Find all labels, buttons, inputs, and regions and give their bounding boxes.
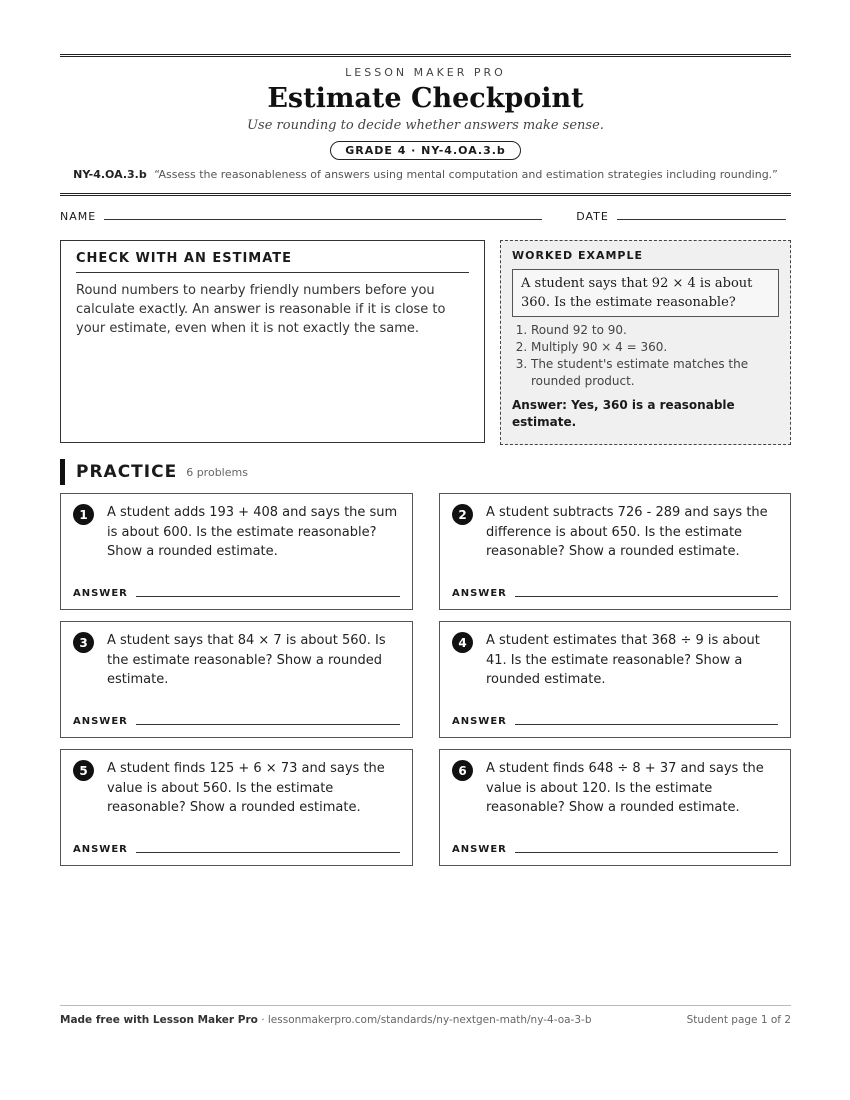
answer-row <box>73 844 400 855</box>
answer-label: ANSWER <box>452 844 507 855</box>
top-rule <box>60 54 791 57</box>
concept-heading: CHECK WITH AN ESTIMATE <box>76 251 469 273</box>
answer-label: ANSWER <box>73 844 128 855</box>
worksheet-page <box>60 54 791 866</box>
problem-text: A student says that 84 × 7 is about 560. Is the estimate reasonable? Show a rounded estimate. <box>107 633 386 687</box>
page-subtitle: Use rounding to decide whether answers make sense. <box>247 118 604 133</box>
answer-field[interactable] <box>136 596 400 597</box>
step-item: 2. Multiply 90 × 4 = 360. <box>531 339 779 356</box>
footer-credit <box>60 1014 591 1026</box>
problem-number: 6 <box>452 760 473 781</box>
problem-number: 1 <box>73 504 94 525</box>
answer-field[interactable] <box>136 724 400 725</box>
answer-label: ANSWER <box>73 588 128 599</box>
answer-row <box>73 588 400 599</box>
page-title: Estimate Checkpoint <box>267 83 584 114</box>
step-item: 3. The student's estimate matches the rounded product. <box>531 356 779 390</box>
answer-label: ANSWER <box>73 716 128 727</box>
problem-number: 3 <box>73 632 94 653</box>
footer-url[interactable]: · lessonmakerpro.com/standards/ny-nextgen-math/ny-4-oa-3-b <box>257 1014 592 1026</box>
problem-text: A student finds 648 ÷ 8 + 37 and says the value is about 120. Is the estimate reasonable? Show a rounded estimate. <box>486 761 764 815</box>
practice-title: PRACTICE <box>76 462 178 482</box>
grade-pill-wrap <box>60 139 791 160</box>
answer-row <box>452 588 778 599</box>
problem-card <box>439 493 791 610</box>
standard-line <box>60 168 791 181</box>
intro-section <box>60 240 791 445</box>
date-field[interactable] <box>617 219 786 220</box>
problem-card <box>439 749 791 866</box>
worked-example-box <box>500 240 791 445</box>
answer-field[interactable] <box>515 852 778 853</box>
brand-label: LESSON MAKER PRO <box>345 66 506 79</box>
problem-card <box>60 749 413 866</box>
problem-text: A student adds 193 + 408 and says the sum is about 600. Is the estimate reasonable? Show a rounded estimate. <box>107 505 398 559</box>
problem-number: 5 <box>73 760 94 781</box>
standard-text: “Assess the reasonableness of answers using mental computation and estimation strategies including rounding.” <box>154 168 778 181</box>
standard-code: NY-4.OA.3.b <box>73 168 147 181</box>
problem-number: 2 <box>452 504 473 525</box>
worked-example-question: A student says that 92 × 4 is about 360. Is the estimate reasonable? <box>512 269 779 317</box>
answer-row <box>452 844 778 855</box>
problem-card <box>439 621 791 738</box>
page-indicator: Student page 1 of 2 <box>686 1014 791 1026</box>
problem-number: 4 <box>452 632 473 653</box>
practice-heading <box>60 459 791 485</box>
footer-made-with: Made free with Lesson Maker Pro <box>60 1014 258 1026</box>
problem-text: A student estimates that 368 ÷ 9 is about 41. Is the estimate reasonable? Show a rounded estimate. <box>486 633 760 687</box>
problem-text: A student subtracts 726 - 289 and says the difference is about 650. Is the estimate reasonable? Show a rounded estimate. <box>486 505 768 559</box>
answer-field[interactable] <box>515 596 778 597</box>
header-bottom-rule <box>60 193 791 196</box>
problem-card <box>60 621 413 738</box>
page-footer <box>60 1005 791 1026</box>
grade-badge: GRADE 4 · NY-4.OA.3.b <box>330 141 521 160</box>
problem-count: 6 problems <box>186 465 248 479</box>
name-date-row <box>60 210 791 223</box>
concept-box <box>60 240 485 443</box>
answer-label: ANSWER <box>452 716 507 727</box>
concept-body: Round numbers to nearby friendly numbers before you calculate exactly. An answer is reasonable if it is close to your estimate, even when it is not exactly the same. <box>76 283 446 336</box>
name-field[interactable] <box>104 219 542 220</box>
answer-field[interactable] <box>136 852 400 853</box>
problem-text: A student finds 125 + 6 × 73 and says the value is about 560. Is the estimate reasonable? Show a rounded estimate. <box>107 761 385 815</box>
date-label: DATE <box>576 210 609 223</box>
answer-row <box>73 716 400 727</box>
worked-example-steps <box>512 322 779 390</box>
worked-example-answer: Answer: Yes, 360 is a reasonable estimate. <box>512 398 735 429</box>
worked-example-heading: WORKED EXAMPLE <box>512 249 643 262</box>
answer-label: ANSWER <box>452 588 507 599</box>
name-label: NAME <box>60 210 97 223</box>
problem-card <box>60 493 413 610</box>
problem-grid <box>60 493 791 866</box>
answer-row <box>452 716 778 727</box>
answer-field[interactable] <box>515 724 778 725</box>
step-item: 1. Round 92 to 90. <box>531 322 779 339</box>
